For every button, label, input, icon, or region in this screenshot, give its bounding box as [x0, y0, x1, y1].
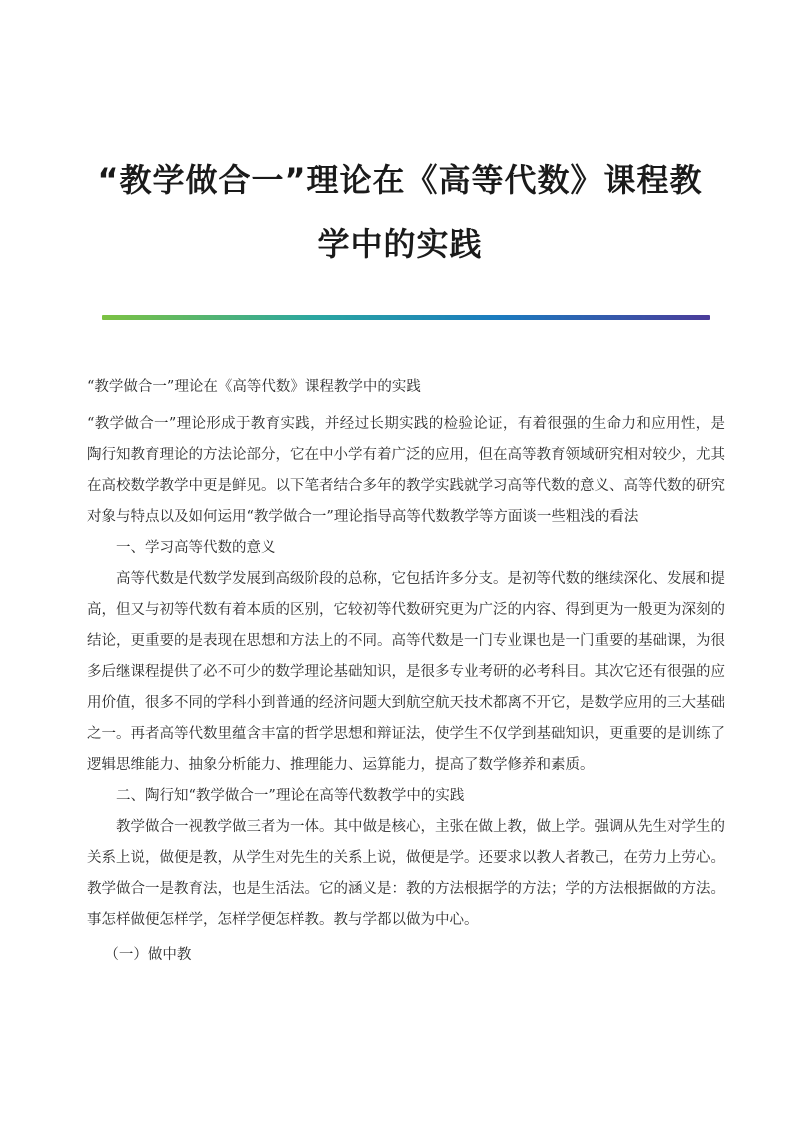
intro-paragraph: “教学做合一”理论形成于教育实践，并经过长期实践的检验论证，有着很强的生命力和应用性，是陶行知教育理论的方法论部分，它在中小学有着广泛的应用，但在高等教育领域研究相对较少，尤其在高校数学教学中更是鲜见。以下笔者结合多年的教学实践就学习高等代数的意义、高等代数的研究对象与特点以及如何运用“教学做合一”理论指导高等代数教学等方面谈一些粗浅的看法 — [87, 416, 725, 525]
repeat-title: “教学做合一”理论在《高等代数》课程教学中的实践 — [87, 379, 421, 395]
section-1-heading: 一、学习高等代数的意义 — [116, 540, 276, 556]
document-body — [87, 372, 725, 971]
section-2-paragraph: 教学做合一视教学做三者为一体。其中做是核心，主张在做上教，做上学。强调从先生对学生的关系上说，做便是教，从学生对先生的关系上说，做便是学。还要求以教人者教己，在劳力上劳心。教学做合一是教育法，也是生活法。它的涵义是：教的方法根据学的方法；学的方法根据做的方法。事怎样做便怎样学，怎样学便怎样教。教与学都以做为中心。 — [87, 819, 725, 928]
document-title — [60, 148, 740, 276]
subsection-1-heading: （一）做中教 — [104, 947, 192, 963]
section-1-paragraph: 高等代数是代数学发展到高级阶段的总称，它包括许多分支。是初等代数的继续深化、发展和提高，但又与初等代数有着本质的区别，它较初等代数研究更为广泛的内容、得到更为一般更为深刻的结论，更重要的是表现在思想和方法上的不同。高等代数是一门专业课也是一门重要的基础课，为很多后继课程提供了必不可少的数学理论基础知识，是很多专业考研的必考科目。其次它还有很强的应用价值，很多不同的学科小到普通的经济问题大到航空航天技术都离不开它，是数学应用的三大基础之一。再者高等代数里蕴含丰富的哲学思想和辩证法，使学生不仅学到基础知识，更重要的是训练了逻辑思维能力、抽象分析能力、推理能力、运算能力，提高了数学修养和素质。 — [87, 571, 725, 773]
title-line-2: 学中的实践 — [317, 225, 483, 263]
title-divider — [102, 315, 710, 320]
section-2-heading: 二、陶行知“教学做合一”理论在高等代数教学中的实践 — [116, 788, 465, 804]
title-line-1: “教学做合一”理论在《高等代数》课程教 — [97, 161, 703, 199]
